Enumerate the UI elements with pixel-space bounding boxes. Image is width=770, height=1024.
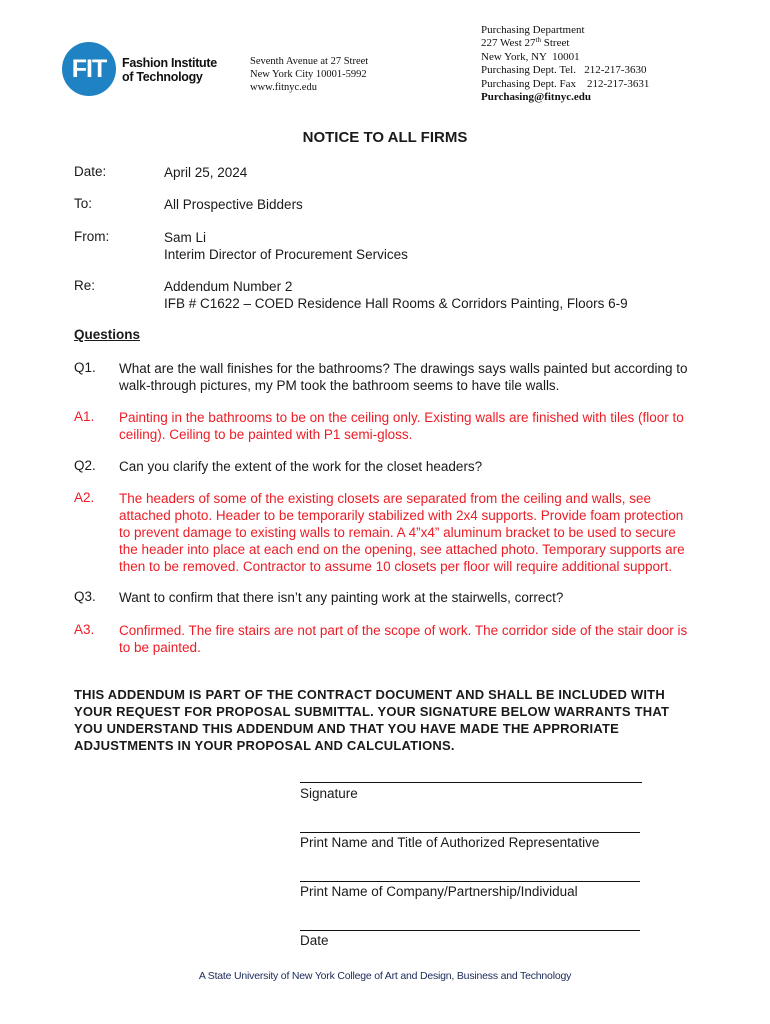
purchasing-fax: Purchasing Dept. Fax 212-217-3631 xyxy=(481,77,650,90)
purchasing-city: New York, NY 10001 xyxy=(481,50,580,63)
qa-text-a2 xyxy=(119,490,719,575)
company-name-line[interactable] xyxy=(300,881,640,882)
from-label: From: xyxy=(74,229,110,244)
qa-text-q2 xyxy=(119,458,719,475)
date-line[interactable] xyxy=(300,930,640,931)
to-label: To: xyxy=(74,196,93,211)
print-name-title-line[interactable] xyxy=(300,832,640,833)
warrant-line: ADJUSTMENTS IN YOUR PROPOSAL AND CALCULATIONS. xyxy=(74,738,455,753)
institution-address xyxy=(250,55,368,94)
signature-label: Signature xyxy=(300,786,358,801)
qa-text-q3 xyxy=(119,589,719,606)
from-title: Interim Director of Procurement Services xyxy=(164,247,408,262)
website: www.fitnyc.edu xyxy=(250,82,317,93)
qa-line: Can you clarify the extent of the work for the closet headers? xyxy=(119,459,483,474)
qa-line: then to be removed. Contractor to assume 10 closets per floor will require additional support. xyxy=(119,559,673,574)
qa-line: ceiling). Ceiling to be painted with P1 semi-gloss. xyxy=(119,427,413,442)
street-pre: 227 West 27 xyxy=(481,37,536,50)
questions-heading: Questions xyxy=(74,327,141,342)
qa-key-q3: Q3. xyxy=(74,589,96,604)
re-label: Re: xyxy=(74,278,96,293)
logo-name-line1: Fashion Institute xyxy=(122,56,217,70)
fit-logo-mark xyxy=(62,42,116,96)
qa-line: Want to confirm that there isn’t any painting work at the stairwells, correct? xyxy=(119,590,564,605)
qa-text-q1 xyxy=(119,360,719,394)
qa-key-a1: A1. xyxy=(74,409,95,424)
from-value xyxy=(164,229,408,263)
address-line2: New York City 10001-5992 xyxy=(250,69,367,80)
qa-key-q2: Q2. xyxy=(74,458,96,473)
date-sign-label: Date xyxy=(300,933,329,948)
qa-key-a2: A2. xyxy=(74,490,95,505)
date-value: April 25, 2024 xyxy=(164,165,248,180)
qa-line: to prevent damage to existing walls to remain. A 4”x4” aluminum bracket to be used to secure xyxy=(119,525,676,540)
qa-line: Confirmed. The fire stairs are not part of the scope of work. The corridor side of the stair door is xyxy=(119,623,688,638)
qa-line: walk-through pictures, my PM took the bathroom seems to have tile walls. xyxy=(119,378,560,393)
qa-line: The headers of some of the existing closets are separated from the ceiling and walls, see xyxy=(119,491,652,506)
print-name-title-label: Print Name and Title of Authorized Representative xyxy=(300,835,600,850)
logo-name-line2: of Technology xyxy=(122,70,203,84)
qa-key-a3: A3. xyxy=(74,622,95,637)
qa-text-a3 xyxy=(119,622,719,656)
re-line2: IFB # C1622 – COED Residence Hall Rooms & Corridors Painting, Floors 6-9 xyxy=(164,296,628,311)
date-label: Date: xyxy=(74,164,107,179)
re-value xyxy=(164,278,628,312)
address-line1: Seventh Avenue at 27 Street xyxy=(250,56,369,67)
warrant-paragraph xyxy=(74,686,706,754)
qa-key-q1: Q1. xyxy=(74,360,96,375)
signature-line[interactable] xyxy=(300,782,642,783)
qa-line: What are the wall finishes for the bathrooms? The drawings says walls painted but according to xyxy=(119,361,688,376)
to-value: All Prospective Bidders xyxy=(164,197,303,212)
purchasing-street xyxy=(481,37,649,50)
purchasing-email: Purchasing@fitnyc.edu xyxy=(481,91,591,104)
purchasing-contact-block xyxy=(481,24,649,104)
company-name-label: Print Name of Company/Partnership/Individual xyxy=(300,884,578,899)
footer-tagline: A State University of New York College of Art and Design, Business and Technology xyxy=(198,970,572,982)
qa-line: Painting in the bathrooms to be on the ceiling only. Existing walls are finished with tiles (floor to xyxy=(119,410,684,425)
warrant-line: YOUR REQUEST FOR PROPOSAL SUBMITTAL. YOUR SIGNATURE BELOW WARRANTS THAT xyxy=(74,704,670,719)
warrant-line: THIS ADDENDUM IS PART OF THE CONTRACT DOCUMENT AND SHALL BE INCLUDED WITH xyxy=(74,687,665,702)
purchasing-dept: Purchasing Department xyxy=(481,24,585,36)
re-line1: Addendum Number 2 xyxy=(164,279,293,294)
street-sup: th xyxy=(535,36,541,45)
street-post: Street xyxy=(540,37,570,50)
logo-institution-name xyxy=(122,56,217,84)
qa-text-a1 xyxy=(119,409,719,443)
warrant-line: YOU UNDERSTAND THIS ADDENDUM AND THAT YOU HAVE MADE THE APPRORIATE xyxy=(74,721,620,736)
qa-line: to be painted. xyxy=(119,640,201,655)
logo-mark-text: FIT xyxy=(71,54,107,83)
qa-line: the header into place at each end on the opening, see attached photo. Temporary supports are xyxy=(119,542,685,557)
from-name: Sam Li xyxy=(164,230,207,245)
purchasing-tel: Purchasing Dept. Tel. 212-217-3630 xyxy=(481,64,647,77)
qa-line: attached photo. Header to be temporarily stabilized with 2x4 supports. Provide foam protection xyxy=(119,508,684,523)
page-title: NOTICE TO ALL FIRMS xyxy=(302,129,468,146)
